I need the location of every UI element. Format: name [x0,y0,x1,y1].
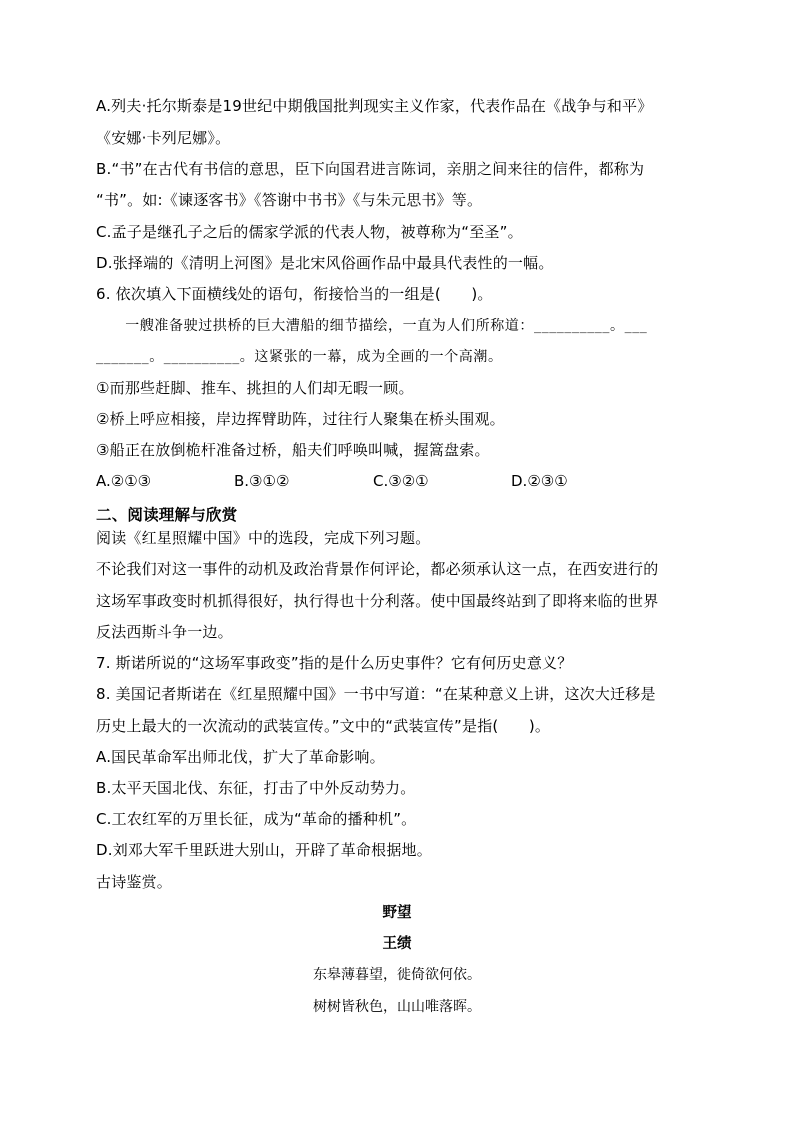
question-8-line-2: 历史上最大的一次流动的武装宣传。”文中的“武装宣传”是指( )。 [96,717,551,735]
option-b-line-1: B.“书”在古代有书信的意思，臣下向国君进言陈词，亲朋之间来往的信件，都称为 [96,160,645,178]
excerpt-line-3: 反法西斯斗争一边。 [96,623,233,641]
excerpt-line-2: 这场军事政变时机抓得很好，执行得也十分利落。使中国最终站到了即将来临的世界 [96,592,659,610]
section-2-heading: 二、阅读理解与欣赏 [96,506,238,524]
question-8-line-1: 8. 美国记者斯诺在《红星照耀中国》一书中写道：“在某种意义上讲，这次大迁移是 [96,685,656,703]
sentence-option-3: ③船正在放倒桅杆准备过桥，船夫们呼唤叫喊，握篙盘索。 [96,441,490,459]
option-c-line: C.孟子是继孔子之后的儒家学派的代表人物，被尊称为“至圣”。 [96,223,523,241]
q8-choice-c: C.工农红军的万里长征，成为“革命的播种机”。 [96,810,417,828]
q6-choice-c: C.③②① [373,472,429,490]
q8-choice-a: A.国民革命军出师北伐，扩大了革命影响。 [96,748,385,766]
poem-line-1: 东皋薄暮望，徙倚欲何依。 [313,967,481,983]
excerpt-line-1: 不论我们对这一事件的动机及政治背景作何评论，都必须承认这一点，在西安进行的 [96,560,659,578]
sentence-option-1: ①而那些赶脚、推车、挑担的人们却无暇一顾。 [96,379,414,397]
poem-author: 王绩 [382,935,412,952]
option-d-line: D.张择端的《清明上河图》是北宋风俗画作品中最具代表性的一幅。 [96,254,554,272]
option-a-line-1: A.列夫·托尔斯泰是19世纪中期俄国批判现实主义作家，代表作品在《战争与和平》 [96,97,653,115]
q8-choice-d: D.刘邓大军千里跃进大别山，开辟了革命根据地。 [96,841,432,859]
question-6-passage-line-2: _______。__________。这紧张的一幕，成为全画的一个高潮。 [96,349,503,365]
poem-section-intro: 古诗鉴赏。 [96,873,173,891]
q6-choice-b: B.③①② [234,472,290,490]
question-7: 7. 斯诺所说的“这场军事政变”指的是什么历史事件？它有何历史意义？ [96,654,573,672]
poem-title: 野望 [382,904,412,921]
section-2-intro: 阅读《红星照耀中国》中的选段，完成下列习题。 [96,529,431,547]
sentence-option-2: ②桥上呼应相接，岸边挥臂助阵，过往行人聚集在桥头围观。 [96,410,505,428]
q8-choice-b: B.太平天国北伐、东征，打击了中外反动势力。 [96,779,416,797]
q6-choice-d: D.②③① [511,472,568,490]
question-6-passage-line-1: 一艘准备驶过拱桥的巨大漕船的细节描绘，一直为人们所称道：__________。___ [96,318,648,334]
question-6: 6. 依次填入下面横线处的语句，衔接恰当的一组是( )。 [96,285,493,303]
q6-choice-a: A.②①③ [96,472,152,490]
poem-line-2: 树树皆秋色，山山唯落晖。 [313,999,481,1015]
option-a-line-2: 《安娜·卡列尼娜》。 [96,129,231,147]
option-b-line-2: “书”。如:《谏逐客书》《答谢中书书》《与朱元思书》等。 [96,191,483,209]
